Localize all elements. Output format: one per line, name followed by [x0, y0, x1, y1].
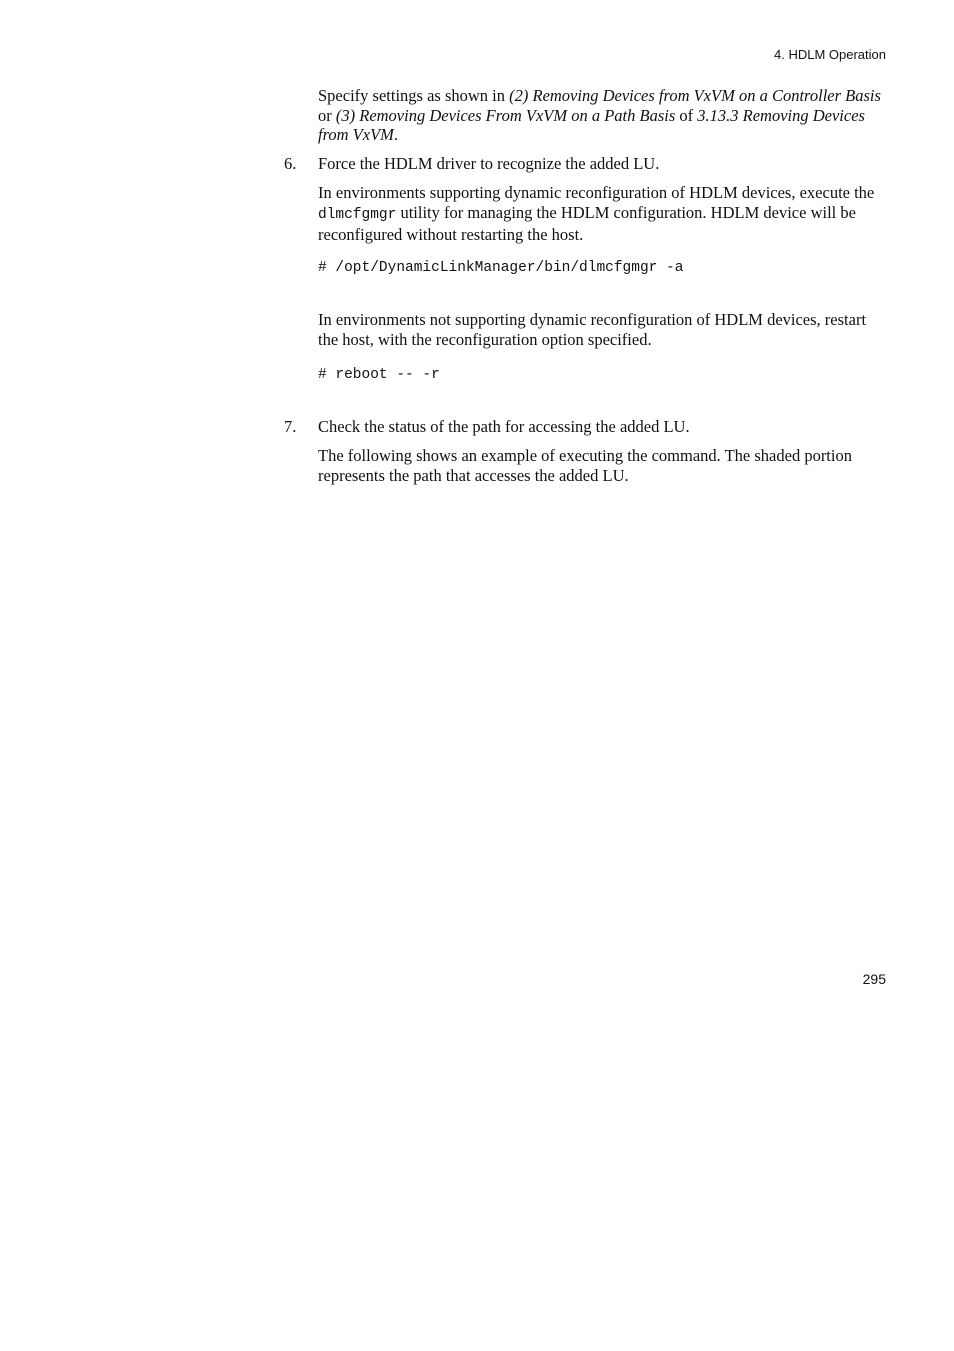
step-7-paragraph-1: The following shows an example of executing the command. The shaded portion represents the path that accesses the added LU.: [318, 446, 852, 485]
intro-text: .: [393, 125, 399, 144]
code-block-dlmcfgmgr: # /opt/DynamicLinkManager/bin/dlmcfgmgr -a: [318, 260, 684, 276]
cross-reference: 3.13.3 Removing Devices from VxVM: [318, 105, 865, 144]
cross-reference: (2) Removing Devices from VxVM on a Controller Basis: [509, 86, 881, 105]
step-6-para-text: In environments supporting dynamic reconfiguration of HDLM devices, execute the: [318, 183, 875, 202]
inline-command: dlmcfgmgr: [318, 206, 397, 223]
running-header: 4. HDLM Operation: [774, 47, 886, 62]
intro-text: Specify settings as shown in: [318, 86, 510, 105]
code-block-reboot: # reboot -- -r: [318, 367, 440, 383]
step-6-paragraph-1: [318, 183, 888, 245]
step-6-number: 6.: [284, 154, 297, 173]
page-number: 295: [862, 971, 886, 987]
step-6-para-text: utility for managing the HDLM configuration. HDLM device will be reconfigured without restarting the host.: [318, 202, 856, 244]
step-6-text: Force the HDLM driver to recognize the added LU.: [318, 154, 660, 173]
step-6-paragraph-2: In environments not supporting dynamic reconfiguration of HDLM devices, restart the host, with the reconfiguration option specified.: [318, 310, 867, 349]
cross-reference: (3) Removing Devices From VxVM on a Path Basis: [335, 105, 676, 125]
step-7-text: Check the status of the path for accessing the added LU.: [318, 417, 690, 436]
intro-text: or: [318, 105, 336, 125]
step-7-number: 7.: [284, 417, 297, 436]
intro-paragraph: [318, 86, 888, 145]
intro-text: of: [675, 105, 698, 125]
